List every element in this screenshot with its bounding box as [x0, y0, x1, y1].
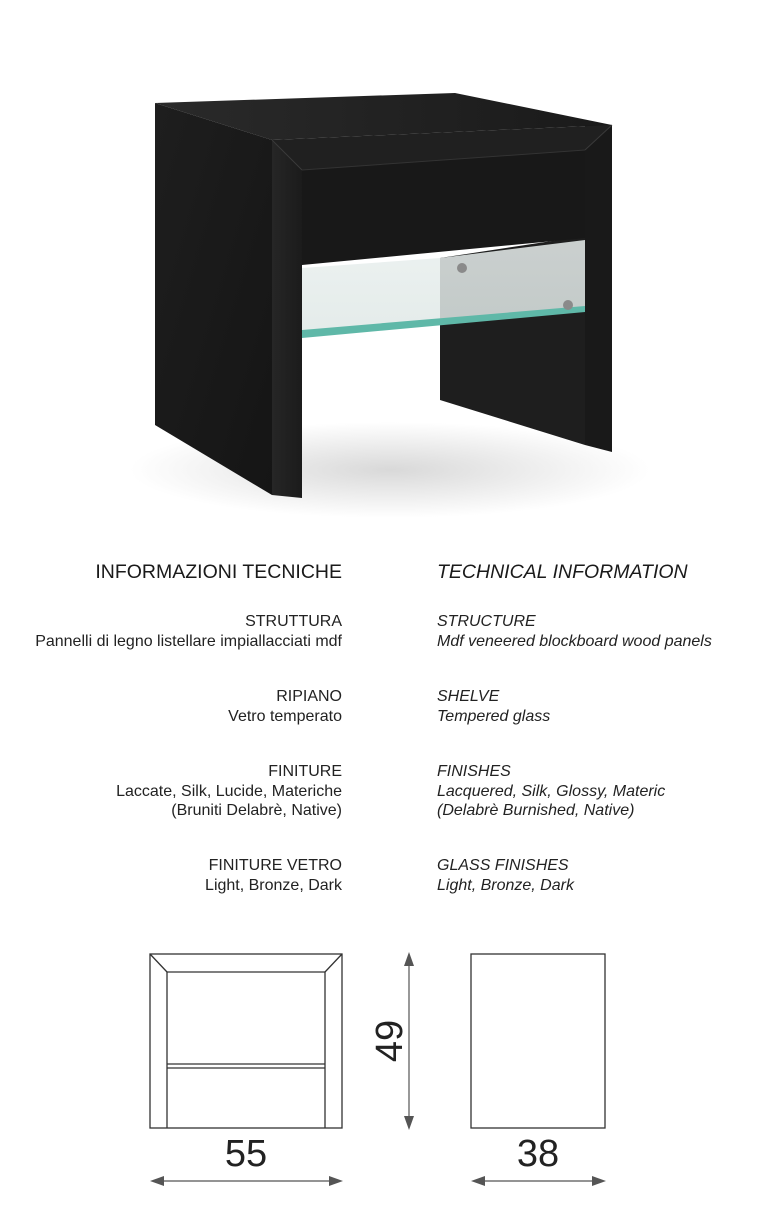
dimension-drawing [0, 930, 781, 1221]
italian-shelf-value: Vetro temperato [228, 708, 342, 725]
italian-finishes-title: FINITURE [268, 763, 342, 780]
english-shelf-value: Tempered glass [437, 708, 551, 725]
italian-structure-value: Pannelli di legno listellare impiallacciati mdf [35, 633, 342, 650]
english-finishes-line-2: (Delabrè Burnished, Native) [437, 802, 635, 819]
english-glass-finishes-value: Light, Bronze, Dark [437, 877, 574, 894]
depth-arrow [471, 1176, 606, 1186]
width-arrow [150, 1176, 343, 1186]
english-structure-title: STRUCTURE [437, 613, 536, 630]
english-shelf-title: SHELVE [437, 688, 500, 705]
english-glass-finishes-title: GLASS FINISHES [437, 857, 569, 874]
italian-finishes-line-2: (Bruniti Delabrè, Native) [171, 802, 342, 819]
italian-structure-title: STRUTTURA [245, 613, 342, 630]
width-label: 55 [224, 1133, 268, 1175]
english-finishes-title: FINISHES [437, 763, 511, 780]
italian-heading: INFORMAZIONI TECNICHE [95, 561, 342, 583]
depth-label: 38 [516, 1133, 560, 1175]
english-structure-value: Mdf veneered blockboard wood panels [437, 633, 712, 650]
english-heading: TECHNICAL INFORMATION [437, 561, 688, 583]
height-label: 49 [369, 1019, 411, 1063]
italian-shelf-title: RIPIANO [276, 688, 342, 705]
product-photo [0, 0, 781, 540]
italian-finishes-line-1: Laccate, Silk, Lucide, Materiche [116, 783, 342, 800]
italian-glass-finishes-title: FINITURE VETRO [208, 857, 342, 874]
english-finishes-line-1: Lacquered, Silk, Glossy, Materic [437, 783, 666, 800]
italian-glass-finishes-value: Light, Bronze, Dark [205, 877, 342, 894]
side-view [471, 954, 605, 1128]
front-view [150, 954, 342, 1128]
